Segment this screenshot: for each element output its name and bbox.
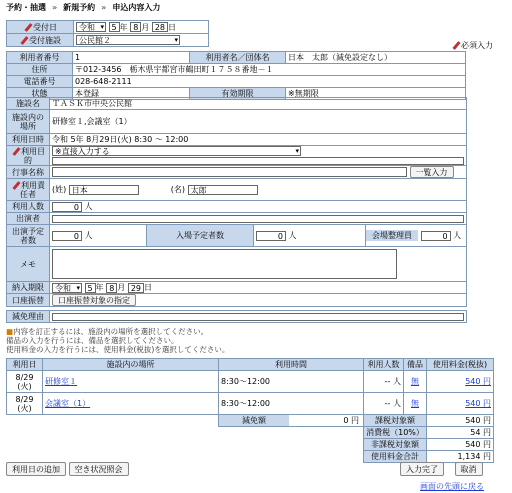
breadcrumb-item: 予約・抽選 xyxy=(6,3,46,12)
required-pen-icon xyxy=(11,147,21,156)
required-pen-icon xyxy=(11,181,21,190)
bottom-right-actions xyxy=(400,462,483,476)
required-pen-icon xyxy=(451,41,461,50)
facility-select[interactable]: 公民館２ ▾ xyxy=(76,35,180,45)
purpose-select[interactable]: ※直接入力する ▾ xyxy=(52,146,301,156)
required-pen-icon xyxy=(19,36,29,45)
breadcrumb: 予約・抽選 » 新規予約 » 申込内容入力 xyxy=(6,3,161,12)
month-input[interactable]: 8 xyxy=(130,22,141,32)
memo-textarea[interactable] xyxy=(52,249,397,279)
place-link[interactable]: 研修室１ xyxy=(45,377,77,386)
cancel-button[interactable]: 取消 xyxy=(455,462,483,476)
purpose-input[interactable] xyxy=(52,157,464,165)
equipment-link[interactable]: 無 xyxy=(411,377,419,386)
era-select[interactable]: 令和 ▾ xyxy=(76,22,106,32)
bottom-left-actions xyxy=(6,462,129,476)
list-input-button[interactable]: 一覧入力 xyxy=(410,166,454,178)
table-row: 8/29 (火) 研修室１ 8:30～12:00 -- 人 無 540 円 xyxy=(7,371,494,393)
transfer-target-button[interactable]: 口座振替対象の指定 xyxy=(52,294,136,306)
payment-year-input[interactable]: 5 xyxy=(85,283,96,293)
staff-input[interactable]: 0 xyxy=(421,231,451,241)
availability-button[interactable]: 空き状況照会 xyxy=(69,462,129,476)
complete-button[interactable]: 入力完了 xyxy=(400,462,444,476)
reduction-reason-input[interactable] xyxy=(52,313,464,321)
back-to-top-link[interactable]: 画面の先頭に戻る xyxy=(420,482,484,491)
add-date-button[interactable]: 利用日の追加 xyxy=(6,462,66,476)
payment-era-select[interactable]: 令和 ▾ xyxy=(52,283,82,293)
fee-link[interactable]: 540 円 xyxy=(465,377,491,386)
place-link[interactable]: 会議室（1） xyxy=(45,399,91,408)
payment-month-input[interactable]: 8 xyxy=(106,283,117,293)
fee-table: 利用日 施設内の場所 利用時間 利用人数 備品 使用料金(税抜) 8/29 (火) 研修室１ 8:30～12:00 -- 人 無 540 円 8/29 (火) 会議室（1） 8:30～12:00 -- 人 無 540 円 減免額 0 円 課税対象額 540 円 消費税（10%） 54 円 非課税対象額 540 円 使用料金合計 1,134 円 xyxy=(6,358,494,463)
required-pen-icon xyxy=(23,23,33,32)
user-count-input[interactable]: 0 xyxy=(52,202,82,212)
table-row: 8/29 (火) 会議室（1） 8:30～12:00 -- 人 無 540 円 xyxy=(7,393,494,415)
fee-link[interactable]: 540 円 xyxy=(465,399,491,408)
performer-input[interactable] xyxy=(52,215,464,223)
breadcrumb-item: 申込内容入力 xyxy=(112,3,161,12)
expected-entries-input[interactable]: 0 xyxy=(256,231,286,241)
application-form: 施設名 ＴＡＳＫ市中央公民館 施設内の場所 研修室１,会議室（1） 利用日時 令和 5年 8月29日(火) 8:30 ～ 12:00 利用目的 ※直接入力する ▾ 行事名称 一覧入力 利用責任者 (姓) 日本 (名) 太郎 利用人数 0 人 出演者 出演予定者数 0 人 入場予定者数 0 人 会場整理員 0 人 メモ 納入期限 令和 ▾ 5 年 8 月 29 日 口座振替 口座振替対象の指定 減免理由 xyxy=(6,97,467,323)
year-input[interactable]: 5 xyxy=(109,22,120,32)
equipment-link[interactable]: 無 xyxy=(411,399,419,408)
last-name-input[interactable]: 日本 xyxy=(69,185,139,195)
payment-day-input[interactable]: 29 xyxy=(128,283,144,293)
event-name-input[interactable] xyxy=(52,167,407,177)
required-note: 必須入力 xyxy=(451,40,493,51)
day-input[interactable]: 28 xyxy=(152,22,168,32)
user-info-table: 利用者番号 1 利用者名／団体名 日本 太郎（減免設定なし） 住所 〒012-3456 栃木県宇都宮市鶴田町１７５８番地－１ 電話番号 028-648-2111 状態 本登録 有効期限 ※無期限 xyxy=(6,51,466,100)
expected-performers-input[interactable]: 0 xyxy=(52,231,82,241)
breadcrumb-item: 新規予約 xyxy=(63,3,96,12)
receipt-table: 受付日 令和 ▾ 5 年 8 月 28 日 受付施設 公民館２ ▾ xyxy=(6,20,209,47)
instruction-notes: ■内容を訂正するには、施設内の場所を選択してください。 備品の入力を行うには、備品を選択してください。 使用料金の入力を行うには、使用料金(税抜)を選択してください。 xyxy=(6,327,230,354)
first-name-input[interactable]: 太郎 xyxy=(188,185,258,195)
